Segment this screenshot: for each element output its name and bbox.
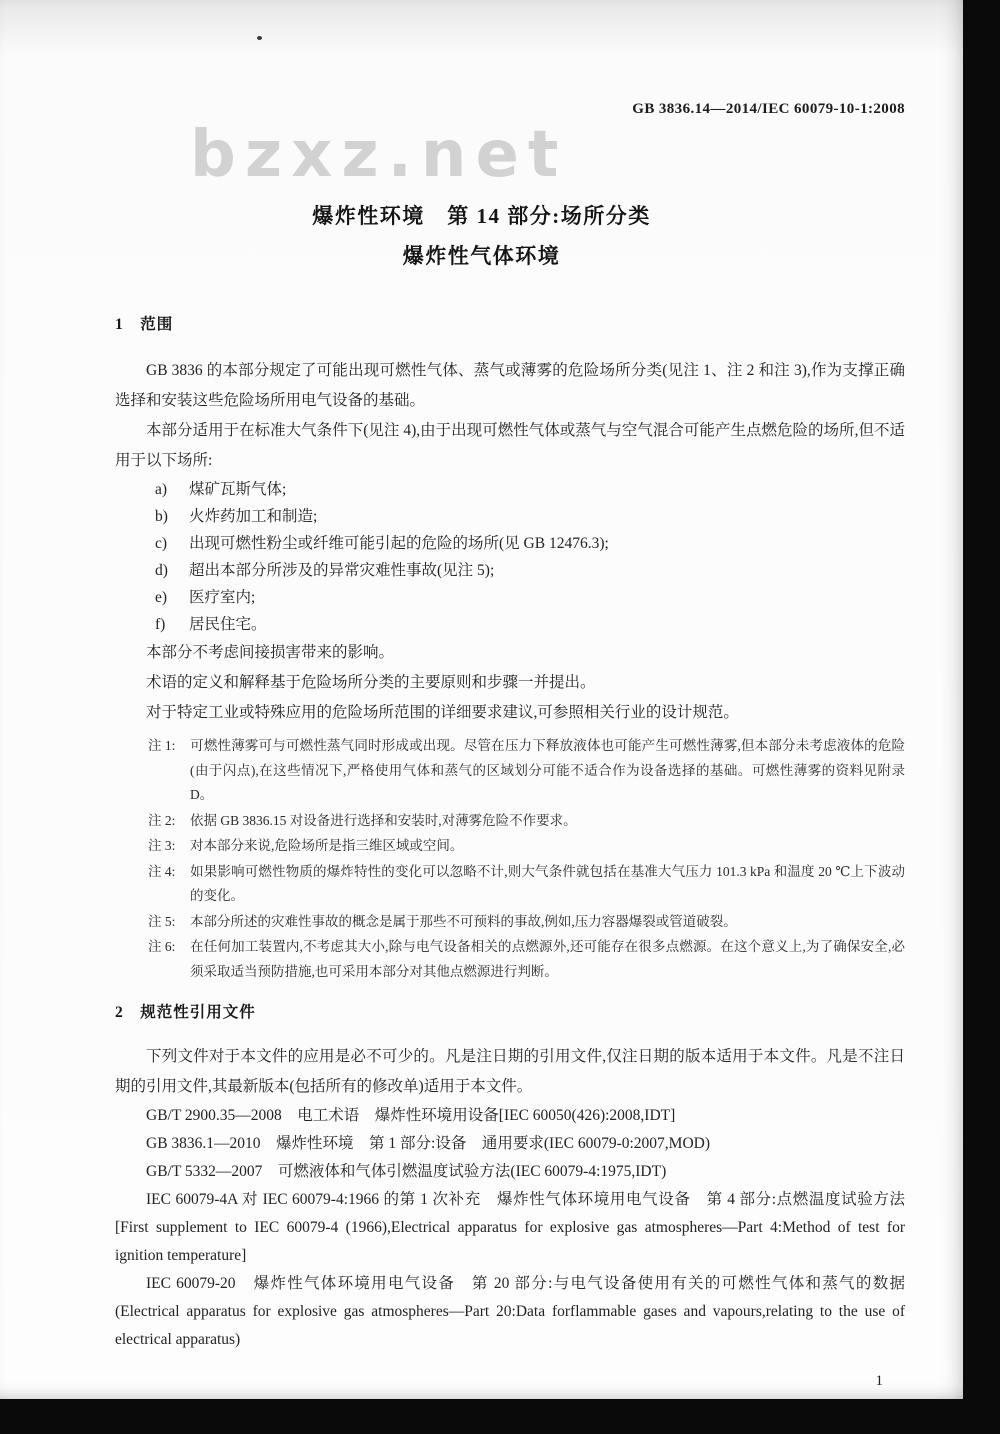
scope-paragraph-3: 本部分不考虑间接损害带来的影响。 — [146, 644, 395, 661]
reference-entry: GB/T 5332—2007 可燃液体和气体引燃温度试验方法(IEC 60079-4:1975,IDT) — [146, 1163, 667, 1180]
watermark-text: bzxz.net — [190, 118, 568, 192]
document-title — [0, 196, 963, 276]
note — [148, 860, 905, 909]
list-item-text: 火炸药加工和制造; — [189, 508, 318, 525]
list-item-text: 出现可燃性粉尘或纤维可能引起的危险的场所(见 GB 12476.3); — [189, 535, 609, 552]
note-label: 注 6: — [148, 939, 176, 954]
section1-heading: 1 范围 — [115, 316, 174, 333]
scope-paragraph-4: 术语的定义和解释基于危险场所分类的主要原则和步骤一并提出。 — [146, 674, 596, 691]
reference-entry: IEC 60079-20 爆炸性气体环境用电气设备 第 20 部分:与电气设备使用有关的可燃性气体和蒸气的数据(Electrical apparatus for explosive gas atmospheres—Part 20:Data forflammable gases and vapours,relating to the use of electrical apparatus) — [115, 1275, 905, 1348]
page-content — [115, 312, 905, 1396]
note-label: 注 2: — [148, 812, 176, 828]
reference-entry: GB/T 2900.35—2008 电工术语 爆炸性环境用设备[IEC 60050(426):2008,IDT] — [146, 1107, 676, 1124]
note-text: 在任何加工装置内,不考虑其大小,除与电气设备相关的点燃源外,还可能存在很多点燃源。在这个意义上,为了确保安全,必须采取适当预防措施,也可采用本部分对其他点燃源进行判断。 — [190, 939, 905, 979]
list-item-text: 居民住宅。 — [189, 616, 267, 633]
note — [148, 910, 905, 935]
list-item — [115, 611, 905, 638]
list-item-label: e) — [155, 589, 168, 606]
note — [148, 834, 905, 859]
reference-entry: GB 3836.1—2010 爆炸性环境 第 1 部分:设备 通用要求(IEC 60079-0:2007,MOD) — [146, 1135, 711, 1152]
list-item-label: c) — [155, 535, 168, 552]
list-item-text: 医疗室内; — [189, 589, 256, 606]
page-number: 1 — [875, 1373, 883, 1389]
note-label: 注 3: — [148, 838, 176, 853]
list-item — [115, 557, 905, 584]
list-item — [115, 584, 905, 611]
note-text: 依据 GB 3836.15 对设备进行选择和安装时,对薄雾危险不作要求。 — [190, 812, 577, 828]
scan-artifact-dot — [257, 36, 262, 40]
standard-number: GB 3836.14—2014/IEC 60079-10-1:2008 — [632, 101, 905, 117]
note — [148, 809, 905, 834]
references-intro: 下列文件对于本文件的应用是必不可少的。凡是注日期的引用文件,仅注日期的版本适用于本文件。凡是不注日期的引用文件,其最新版本(包括所有的修改单)适用于本文件。 — [115, 1048, 905, 1095]
list-item-label: b) — [155, 508, 168, 525]
list-item-label: a) — [155, 481, 168, 498]
note-text: 可燃性薄雾可与可燃性蒸气同时形成或出现。尽管在压力下释放液体也可能产生可燃性薄雾,但本部分未考虑液体的危险(由于闪点),在这些情况下,严格使用气体和蒸气的区域划分可能不适合作为设备选择的基础。可燃性薄雾的资料见附录 D。 — [190, 738, 905, 802]
note-text: 本部分所述的灾难性事故的概念是属于那些不可预料的事故,例如,压力容器爆裂或管道破裂。 — [190, 913, 737, 929]
section2-heading: 2 规范性引用文件 — [115, 1004, 256, 1021]
list-item — [115, 503, 905, 530]
notes-block — [115, 734, 905, 984]
note-text: 如果影响可燃性物质的爆炸特性的变化可以忽略不计,则大气条件就包括在基准大气压力 101.3 kPa 和温度 20 ℃上下波动的变化。 — [190, 863, 905, 903]
list-item-label: f) — [155, 616, 166, 633]
list-item-label: d) — [155, 562, 168, 579]
reference-entry: IEC 60079-4A 对 IEC 60079-4:1966 的第 1 次补充 爆炸性气体环境用电气设备 第 4 部分:点燃温度试验方法[First supplement to IEC 60079-4 (1966),Electrical apparatus for explosive gas atmospheres—Part 4:Method of test for ignition temperature] — [115, 1191, 905, 1264]
list-item — [115, 530, 905, 557]
scope-paragraph-1: GB 3836 的本部分规定了可能出现可燃性气体、蒸气或薄雾的危险场所分类(见注 1、注 2 和注 3),作为支撑正确选择和安装这些危险场所用电气设备的基础。 — [115, 362, 905, 409]
list-item-text: 煤矿瓦斯气体; — [189, 481, 287, 498]
document-title-line2: 爆炸性气体环境 — [402, 244, 561, 268]
note — [148, 935, 905, 984]
note-label: 注 4: — [148, 863, 176, 879]
list-item — [115, 476, 905, 503]
note-label: 注 1: — [148, 738, 176, 753]
exclusion-list — [115, 476, 905, 638]
note-label: 注 5: — [148, 913, 176, 929]
note — [148, 734, 905, 808]
list-item-text: 超出本部分所涉及的异常灾难性事故(见注 5); — [189, 562, 495, 579]
note-text: 对本部分来说,危险场所是指三维区域或空间。 — [190, 838, 464, 853]
document-title-line1: 爆炸性环境 第 14 部分:场所分类 — [312, 204, 651, 228]
scope-paragraph-5: 对于特定工业或特殊应用的危险场所范围的详细要求建议,可参照相关行业的设计规范。 — [146, 704, 739, 721]
scope-paragraph-2: 本部分适用于在标准大气条件下(见注 4),由于出现可燃性气体或蒸气与空气混合可能产生点燃危险的场所,但不适用于以下场所: — [115, 422, 905, 469]
